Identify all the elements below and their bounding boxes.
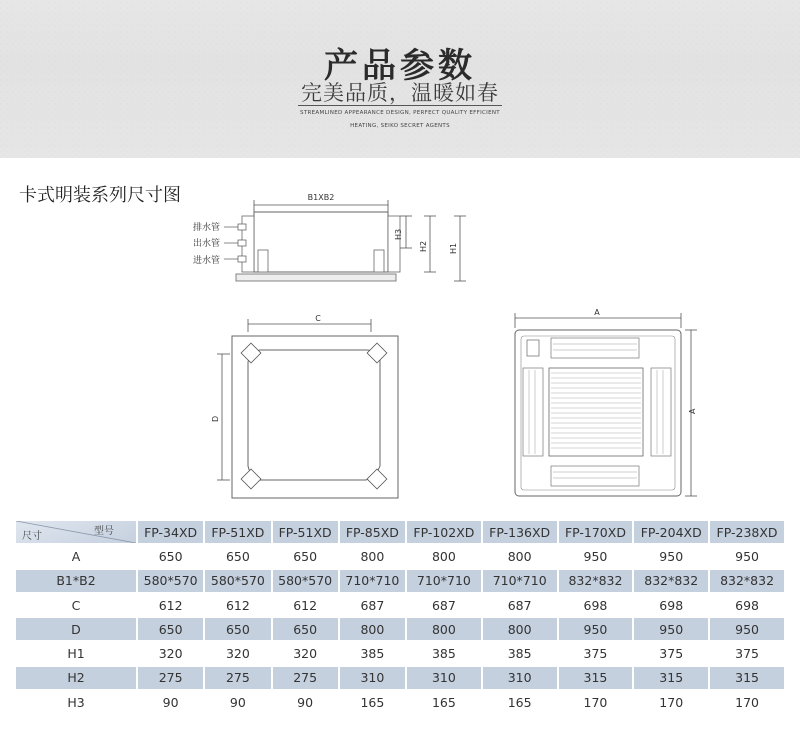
table-cell: 580*570 (205, 570, 270, 592)
model-header: FP-51XD (273, 521, 338, 543)
table-cell: 950 (559, 618, 633, 640)
table-cell: 612 (273, 594, 338, 616)
table-cell: 90 (205, 691, 270, 713)
panel-top-view-drawing (208, 310, 408, 510)
table-cell: 375 (634, 642, 708, 664)
label-a-top: A (594, 308, 600, 317)
unit-face-view-drawing (505, 306, 705, 502)
label-h3: H3 (394, 228, 403, 240)
table-cell: 310 (407, 667, 481, 689)
table-cell: 165 (483, 691, 557, 713)
table-cell: 612 (138, 594, 203, 616)
table-cell: 832*832 (634, 570, 708, 592)
row-label: H3 (16, 691, 136, 713)
label-inlet-pipe: 进水管 (192, 256, 220, 266)
table-cell: 800 (483, 545, 557, 567)
table-cell: 650 (138, 545, 203, 567)
table-cell: 165 (407, 691, 481, 713)
table-cell: 385 (340, 642, 405, 664)
table-cell: 375 (710, 642, 784, 664)
table-cell: 385 (407, 642, 481, 664)
table-header-row (16, 521, 784, 543)
row-label: D (16, 618, 136, 640)
table-cell: 710*710 (407, 570, 481, 592)
table-row (16, 691, 784, 713)
table-cell: 800 (407, 618, 481, 640)
table-cell: 950 (559, 545, 633, 567)
side-view-drawing (180, 188, 470, 288)
table-cell: 375 (559, 642, 633, 664)
table-row (16, 545, 784, 567)
table-cell: 650 (273, 545, 338, 567)
table-row (16, 618, 784, 640)
row-label: A (16, 545, 136, 567)
model-header: FP-170XD (559, 521, 633, 543)
row-label: B1*B2 (16, 570, 136, 592)
table-cell: 315 (634, 667, 708, 689)
table-cell: 275 (205, 667, 270, 689)
table-cell: 832*832 (559, 570, 633, 592)
table-cell: 800 (340, 618, 405, 640)
banner-title: 产品参数 (324, 46, 476, 86)
row-label: C (16, 594, 136, 616)
label-c: C (315, 314, 321, 323)
model-header: FP-204XD (634, 521, 708, 543)
table-cell: 170 (559, 691, 633, 713)
spec-table (14, 519, 786, 715)
table-cell: 800 (340, 545, 405, 567)
table-cell: 315 (559, 667, 633, 689)
table-cell: 580*570 (138, 570, 203, 592)
row-label: H1 (16, 642, 136, 664)
table-cell: 650 (205, 545, 270, 567)
table-cell: 320 (138, 642, 203, 664)
table-cell: 275 (273, 667, 338, 689)
table-cell: 698 (634, 594, 708, 616)
table-cell: 90 (273, 691, 338, 713)
model-header: FP-238XD (710, 521, 784, 543)
model-header: FP-85XD (340, 521, 405, 543)
table-cell: 698 (559, 594, 633, 616)
table-cell: 950 (710, 545, 784, 567)
table-row (16, 667, 784, 689)
model-header: FP-51XD (205, 521, 270, 543)
table-cell: 310 (340, 667, 405, 689)
banner-divider (298, 105, 502, 106)
table-cell: 687 (340, 594, 405, 616)
table-cell: 950 (634, 545, 708, 567)
table-cell: 320 (205, 642, 270, 664)
label-h1: H1 (449, 242, 458, 254)
label-a-side: A (688, 408, 697, 414)
table-cell: 612 (205, 594, 270, 616)
table-cell: 687 (407, 594, 481, 616)
section-title: 卡式明装系列尺寸图 (19, 185, 181, 206)
label-drain-pipe: 排水管 (192, 223, 220, 233)
table-cell: 315 (710, 667, 784, 689)
corner-type-label: 型号 (94, 526, 114, 538)
label-h2: H2 (419, 240, 428, 252)
table-cell: 800 (483, 618, 557, 640)
table-cell: 385 (483, 642, 557, 664)
label-d: D (211, 415, 220, 422)
table-cell: 710*710 (483, 570, 557, 592)
table-cell: 698 (710, 594, 784, 616)
table-cell: 832*832 (710, 570, 784, 592)
label-b1xb2: B1XB2 (307, 193, 335, 202)
model-header: FP-34XD (138, 521, 203, 543)
table-cell: 650 (138, 618, 203, 640)
table-cell: 710*710 (340, 570, 405, 592)
table-cell: 320 (273, 642, 338, 664)
table-cell: 650 (205, 618, 270, 640)
corner-size-label: 尺寸 (22, 531, 42, 543)
table-cell: 650 (273, 618, 338, 640)
table-row (16, 642, 784, 664)
table-cell: 170 (710, 691, 784, 713)
banner-english-line-1: STREAMLINED APPEARANCE DESIGN, PERFECT QUALITY EFFICIENT (300, 110, 500, 116)
table-cell: 687 (483, 594, 557, 616)
table-cell: 90 (138, 691, 203, 713)
banner-subtitle: 完美品质，温暖如春 (301, 81, 499, 105)
header-banner (0, 0, 800, 158)
model-header: FP-102XD (407, 521, 481, 543)
table-cell: 170 (634, 691, 708, 713)
table-cell: 310 (483, 667, 557, 689)
table-cell: 800 (407, 545, 481, 567)
model-header: FP-136XD (483, 521, 557, 543)
table-row (16, 570, 784, 592)
table-cell: 950 (710, 618, 784, 640)
table-corner-cell (16, 521, 136, 543)
row-label: H2 (16, 667, 136, 689)
table-cell: 580*570 (273, 570, 338, 592)
label-outlet-pipe: 出水管 (192, 239, 220, 249)
table-cell: 275 (138, 667, 203, 689)
table-row (16, 594, 784, 616)
table-cell: 950 (634, 618, 708, 640)
banner-english-line-2: HEATING, SEIKO SECRET AGENTS (350, 123, 450, 129)
table-cell: 165 (340, 691, 405, 713)
